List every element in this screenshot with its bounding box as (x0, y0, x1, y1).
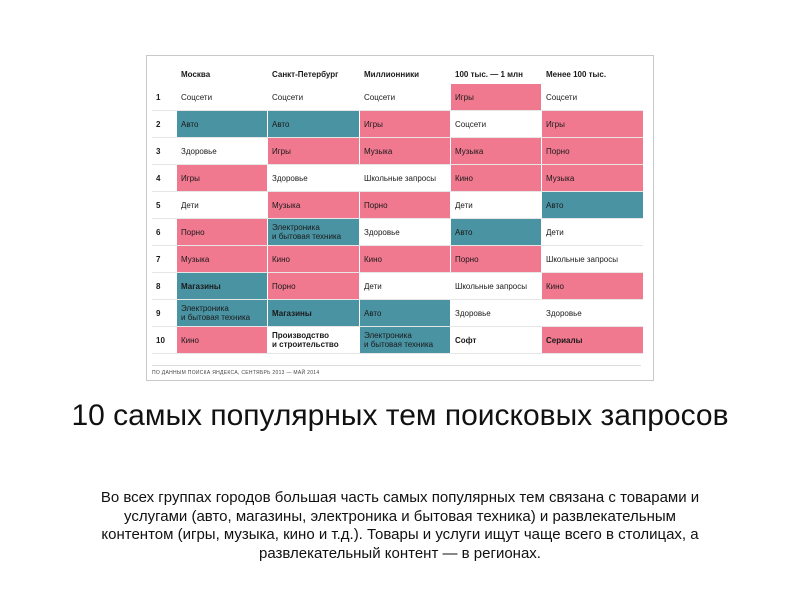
rank-cell: 9 (152, 300, 177, 326)
topic-cell: Кино (542, 273, 643, 299)
topic-cell: Магазины (177, 273, 268, 299)
rank-cell: 1 (152, 84, 177, 110)
topic-cell: Дети (451, 192, 542, 218)
topic-cell: Сериалы (542, 327, 643, 353)
rank-cell: 3 (152, 138, 177, 164)
topics-table (152, 64, 643, 354)
topic-cell: Музыка (542, 165, 643, 191)
topic-cell: Здоровье (177, 138, 268, 164)
rank-cell: 4 (152, 165, 177, 191)
table-row (152, 300, 643, 327)
topic-cell: Здоровье (268, 165, 360, 191)
topic-cell: Игры (542, 111, 643, 137)
column-header: Менее 100 тыс. (546, 69, 607, 79)
topic-cell: Магазины (268, 300, 360, 326)
topic-cell: Школьные запросы (542, 246, 643, 272)
slide-body-text: Во всех группах городов большая часть самых популярных тем связана с товарами и услугами (авто, магазины, электроника и бытовая техника) и развлекательным контентом (игры, музыка, кино и т.д.). Товары и услуги ищут чаще всего в столицах, а развлекательный контент — в регионах. (100, 489, 700, 562)
topic-cell: Порно (542, 138, 643, 164)
table-header-row (152, 64, 643, 84)
source-note: ПО ДАННЫМ ПОИСКА ЯНДЕКСА, СЕНТЯБРЬ 2013 — МАЙ 2014 (152, 370, 320, 376)
topic-cell: Школьные запросы (451, 273, 542, 299)
table-figure (146, 55, 654, 381)
topic-cell: Порно (268, 273, 360, 299)
topic-cell: Игры (360, 111, 451, 137)
topic-cell: Авто (360, 300, 451, 326)
topic-cell: Здоровье (451, 300, 542, 326)
topic-cell: Порно (177, 219, 268, 245)
table-row (152, 165, 643, 192)
rank-cell: 7 (152, 246, 177, 272)
topic-cell: Соцсети (177, 84, 268, 110)
table-row (152, 138, 643, 165)
topic-cell: Электроника и бытовая техника (360, 327, 451, 353)
header-rank-cell (152, 64, 177, 84)
table-row (152, 219, 643, 246)
table-row (152, 327, 643, 354)
topic-cell: Игры (451, 84, 542, 110)
topic-cell: Игры (177, 165, 268, 191)
rank-cell: 8 (152, 273, 177, 299)
rank-cell: 10 (152, 327, 177, 353)
topic-cell: Авто (542, 192, 643, 218)
topic-cell: Дети (177, 192, 268, 218)
rank-cell: 6 (152, 219, 177, 245)
column-header: Санкт-Петербург (268, 64, 360, 84)
table-row (152, 111, 643, 138)
topic-cell: Порно (360, 192, 451, 218)
topic-cell: Дети (360, 273, 451, 299)
topic-cell: Соцсети (542, 84, 643, 110)
topic-cell: Музыка (268, 192, 360, 218)
topic-cell: Электроника и бытовая техника (177, 300, 268, 326)
column-header: Москва (177, 64, 268, 84)
topic-cell: Кино (360, 246, 451, 272)
topic-cell: Здоровье (542, 300, 643, 326)
topic-cell: Софт (451, 327, 542, 353)
topic-cell: Авто (451, 219, 542, 245)
column-header: Миллионники (360, 64, 451, 84)
table-row (152, 84, 643, 111)
topic-cell: Школьные запросы (360, 165, 451, 191)
topic-cell: Соцсети (451, 111, 542, 137)
topic-cell: Музыка (451, 138, 542, 164)
topic-cell: Здоровье (360, 219, 451, 245)
rank-cell: 2 (152, 111, 177, 137)
rank-cell: 5 (152, 192, 177, 218)
topic-cell: Авто (177, 111, 268, 137)
topic-cell: Музыка (177, 246, 268, 272)
topic-cell: Кино (451, 165, 542, 191)
topic-cell: Дети (542, 219, 643, 245)
column-header: 100 тыс. — 1 млн (451, 64, 542, 84)
topic-cell: Соцсети (360, 84, 451, 110)
table-row (152, 273, 643, 300)
topic-cell: Кино (177, 327, 268, 353)
source-divider (152, 365, 641, 366)
topic-cell: Соцсети (268, 84, 360, 110)
topic-cell: Кино (268, 246, 360, 272)
table-row (152, 246, 643, 273)
topic-cell: Производство и строительство (268, 327, 360, 353)
topic-cell: Игры (268, 138, 360, 164)
topic-cell: Электроника и бытовая техника (268, 219, 360, 245)
topic-cell: Авто (268, 111, 360, 137)
slide-title: 10 самых популярных тем поисковых запросов (71, 399, 729, 432)
topic-cell: Порно (451, 246, 542, 272)
topic-cell: Музыка (360, 138, 451, 164)
table-row (152, 192, 643, 219)
